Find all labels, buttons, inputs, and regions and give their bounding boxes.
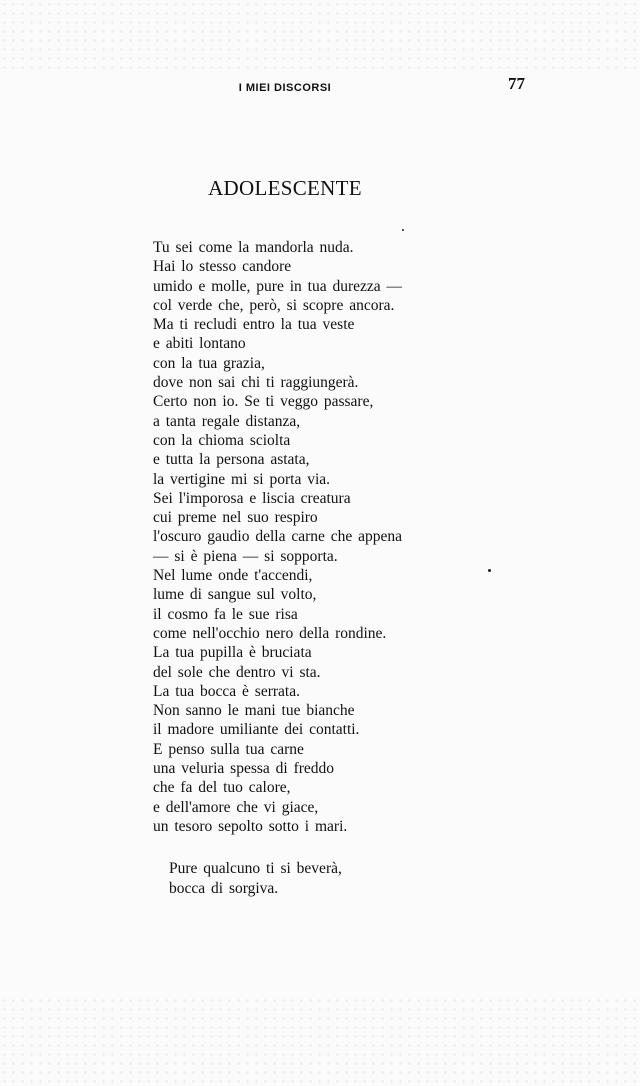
poem-line: l'oscuro gaudio della carne che appena: [153, 528, 403, 546]
poem-line: La tua bocca è serrata.: [153, 682, 300, 700]
poem-line: Tu sei come la mandorla nuda.: [153, 239, 354, 256]
poem-title: ADOLESCENTE: [208, 176, 362, 200]
ink-speck: [488, 569, 491, 572]
poem-line: umido e molle, pure in tua durezza —: [153, 277, 403, 295]
poem-line: col verde che, però, si scopre ancora.: [153, 296, 395, 314]
poem-line: La tua pupilla è bruciata: [153, 644, 312, 662]
poem-line: lume di sangue sul volto,: [153, 586, 317, 604]
poem-line: E penso sulla tua carne: [153, 740, 304, 758]
running-head: I MIEI DISCORSI: [238, 82, 332, 94]
stanza-2: [153, 859, 473, 898]
poem-line: Sei l'imporosa e liscia creatura: [153, 489, 351, 507]
poem-line: Certo non io. Se ti veggo passare,: [153, 393, 374, 411]
poem-line: e abiti lontano: [153, 335, 246, 353]
poem-line: Ma ti recludi entro la tua veste: [153, 316, 355, 334]
poem-line: Hai lo stesso candore: [153, 258, 292, 276]
poem-line: Pure qualcuno ti si beverà,: [169, 860, 342, 878]
poem-line: e tutta la persona astata,: [153, 451, 310, 469]
poem-line: e dell'amore che vi giace,: [153, 798, 319, 816]
poem-line: Non sanno le mani tue bianche: [153, 702, 355, 720]
poem-line: come nell'occhio nero della rondine.: [153, 624, 387, 642]
stanza-1: [153, 238, 473, 836]
ink-speck: [402, 229, 404, 231]
poem-line: con la chioma sciolta: [153, 431, 291, 449]
poem-line: la vertigine mi si porta via.: [153, 470, 331, 488]
poem-line: una veluria spessa di freddo: [153, 760, 335, 778]
poem-line: — si è piena — si sopporta.: [153, 547, 338, 565]
poem-line: bocca di sorgiva.: [169, 879, 279, 897]
poem-line: il madore umiliante dei contatti.: [153, 721, 360, 739]
poem-line: che fa del tuo calore,: [153, 779, 291, 797]
poem-line: del sole che dentro vi sta.: [153, 663, 321, 681]
poem-body: [153, 238, 473, 898]
scan-texture-bottom: [0, 996, 640, 1086]
poem-line: Nel lume onde t'accendi,: [153, 567, 313, 585]
page-number: 77: [508, 74, 525, 93]
poem-line: un tesoro sepolto sotto i mari.: [153, 817, 348, 835]
poem-line: dove non sai chi ti raggiungerà.: [153, 374, 359, 392]
poem-line: con la tua grazia,: [153, 354, 265, 372]
scan-texture-top: [0, 0, 640, 70]
poem-line: cui preme nel suo respiro: [153, 509, 318, 527]
poem-line: il cosmo fa le sue risa: [153, 605, 298, 623]
poem-line: a tanta regale distanza,: [153, 412, 301, 430]
